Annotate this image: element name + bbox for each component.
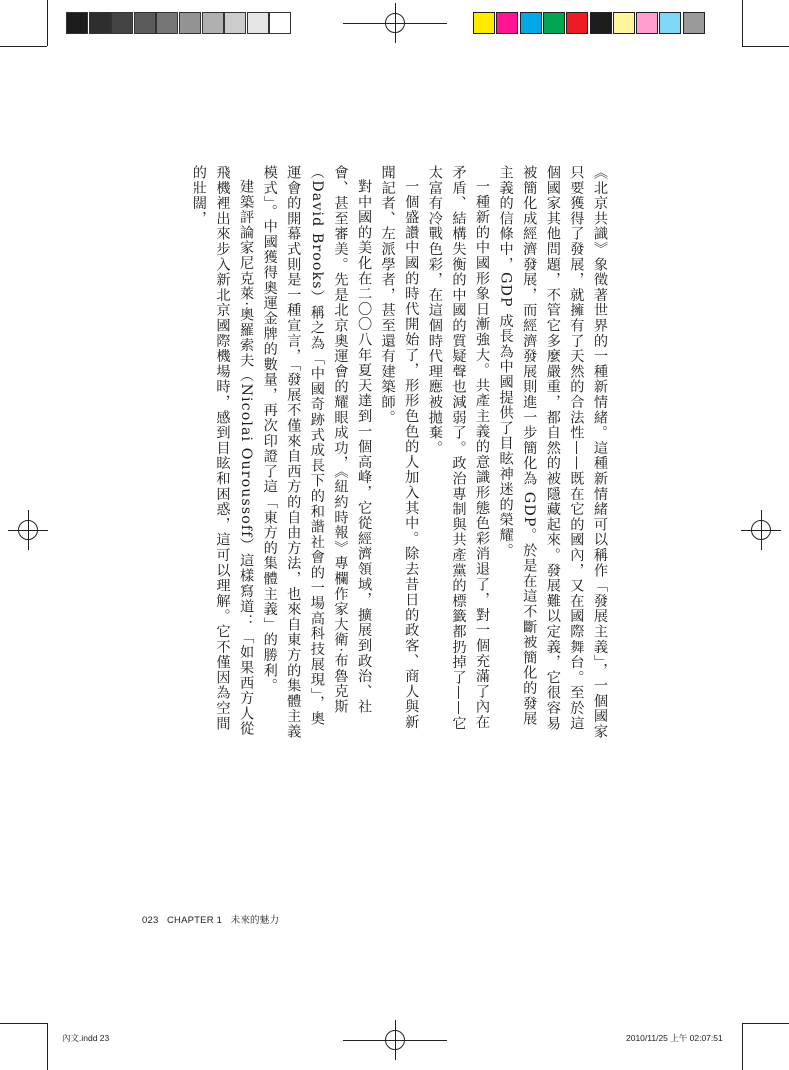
color-swatch [566,12,588,34]
paragraph: 《北京共識》象徵著世界的一種新情緒。這種新情緒可以稱作「發展主義」，一個國家只要獲得了發展，就擁有了天然的合法性——既在它的國內，又在國際舞台。至於這個國家其他問題，不管它多麼嚴重，都自然的被隱藏起來。發展難以定義，它很容易被簡化成經濟發展，而經濟發展則進一步簡化為 GDP。於是在這不斷被簡化的發展主義的信條中，GDP 成長為中國提供了目眩神迷的榮耀。 [497,165,608,740]
crop-mark [47,0,48,46]
page-number: 023 [142,915,159,926]
color-swatch [543,12,565,34]
crop-mark [0,46,47,47]
paragraph: 對中國的美化在二〇〇八年夏天達到一個高峰，它從經濟領域，擴展到政治、社會、甚至審美。先是北京奧運會的耀眼成功，《紐約時報》專欄作家大衛·布魯克斯（David Brooks）稱之為「中國奇跡式成長下的和諧社會的一場高科技展現」，奧運會的開幕式則是一種宣言，「發展不僅來自西方的自由方法，也來自東方的集體主義模式」。中國獲得奧運金牌的數量，再次印證了這「東方的集體主義」的勝利。 [261,165,373,740]
crop-mark [742,46,789,47]
slug-timestamp: 2010/11/25 上午 02:07:51 [626,1033,723,1043]
color-swatch [659,12,681,34]
color-swatch [636,12,658,34]
crop-mark [47,1023,48,1070]
registration-line [343,23,447,24]
gray-swatch [156,12,178,34]
body-text [151,165,611,740]
gray-swatch [111,12,133,34]
color-swatch [613,12,635,34]
gray-swatch [66,12,88,34]
registration-mark-right [741,510,781,550]
chapter-title: 未來的魅力 [230,915,280,926]
page-footer [142,912,279,926]
color-swatch [590,12,612,34]
color-swatch [496,12,518,34]
slug-file: 內文.indd 23 [62,1033,110,1043]
color-swatch [520,12,542,34]
gray-swatch [89,12,111,34]
crop-mark [742,1023,789,1024]
gray-swatch [269,12,291,34]
gray-swatch [224,12,246,34]
gray-swatch [247,12,269,34]
crop-mark [0,1023,47,1024]
color-swatch [683,12,705,34]
gray-swatch [179,12,201,34]
gray-swatch [202,12,224,34]
crop-mark [742,0,743,46]
paragraph: 一個盛讚中國的時代開始了，形形色色的人加入其中。除去昔日的政客、商人與新聞記者、左派學者，甚至還有建築師。 [379,165,420,730]
color-swatch [473,12,495,34]
registration-line [343,1040,447,1041]
registration-mark-left [8,510,48,550]
crop-mark [742,1023,743,1070]
paragraph: 一種新的中國形象日漸強大。共產主義的意識形態色彩消退了，對一個充滿了內在矛盾、結構失衡的中國的質疑聲也減弱了。政治專制與共產黨的標籤都扔掉了——它太富有冷戰色彩，在這個時代理應被拋棄。 [426,165,491,732]
gray-swatch [134,12,156,34]
paragraph: 建築評論家尼克萊·奧羅索夫（Nicolai Ouroussoff）這樣寫道：「如果西方人從飛機裡出來步入新北京國際機場時，感到目眩和困惑，這可以理解。它不僅因為空間的壯闊， [190,165,255,737]
chapter-label: CHAPTER 1 [166,915,223,926]
